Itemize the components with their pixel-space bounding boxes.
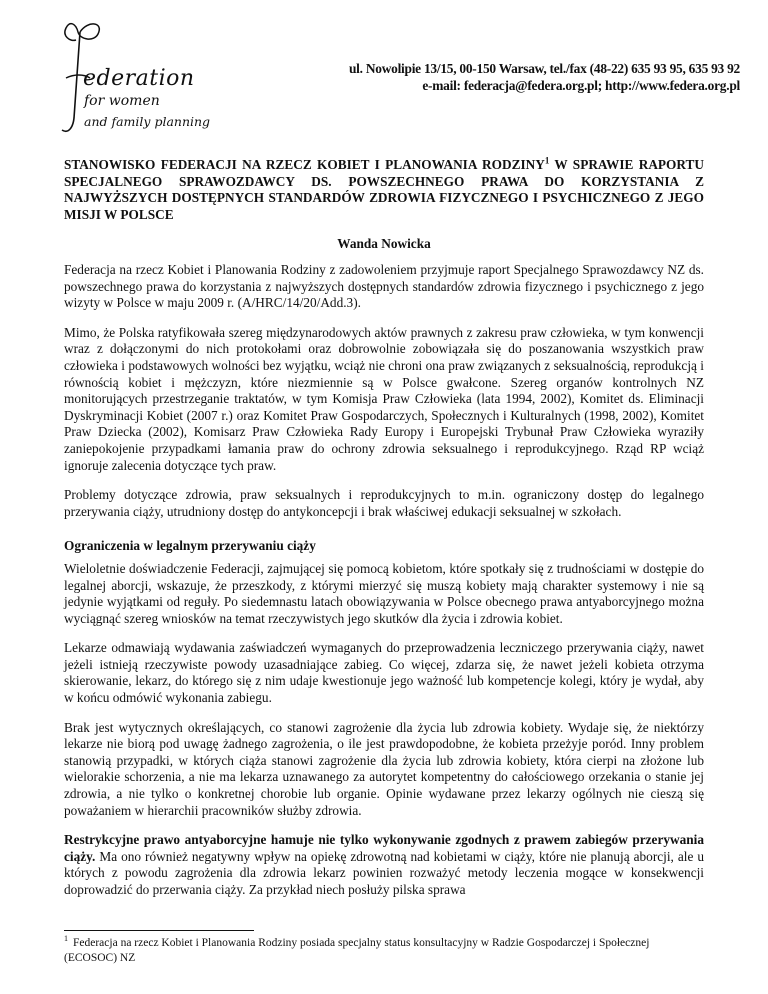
paragraph-doctors-refuse: Lekarze odmawiają wydawania zaświadczeń wymaganych do przeprowadzenia leczniczego przerywania ciąży, nawet jeżeli istnieją rzeczywiste powody uzasadniające zabieg. Co więcej, zdarza się, że nawet jeżeli kobieta otrzyma skierowanie, lekarz, do którego się z nim udaje kwestionuje jego ważność lub kompetencje kolegi, który je wydał, aby w końcu odmówić wykonania zabiegu.	[64, 640, 704, 706]
paragraph-lead-bold: Restrykcyjne prawo antyaborcyjne hamuje nie tylko wykonywanie zgodnych z prawem zabiegów przerywania ciąży.	[64, 832, 704, 864]
paragraph-guidelines: Brak jest wytycznych określających, co stanowi zagrożenie dla życia lub zdrowia kobiety. Wydaje się, że niektórzy lekarze nie biorą pod uwagę żadnego zagrożenia, o ile jest prawdopodobne, że kobieta przeżyje poród. Inny problem stanowią przypadki, w których ciąża stanowi zagrożenie dla życia lub zdrowia kobiety, która cierpi na złożone lub wielorakie schorzenia, a nie ma lekarza uznawanego za autorytet kompetentny do całościowego orzekania o stanie jej zdrowia, a nie tylko o konkretnej chorobie lub organie. Opinie wydawane przez lekarzy ogólnych nie cieszą się poważaniem w hierarchii pracowników służby zdrowia.	[64, 719, 704, 818]
header-contact	[220, 60, 740, 94]
contact-email-web-line: e-mail: federacja@federa.org.pl; http://www.federa.org.pl	[422, 78, 740, 93]
paragraph-experience: Wieloletnie doświadczenie Federacji, zajmującej się pomocą kobietom, które spotkały się z trudnościami w dostępie do legalnej aborcji, wskazuje, że przeszkody, z którymi mierzyć się muszą kobiety mają charakter systemowy i nie są jedynie wyjątkami od reguły. Po siedemnastu latach obowiązywania w Polsce obecnego prawa antyaborcyjnego można wyciągnąć szereg wniosków na temat rzeczywistych jego skutków dla życia i zdrowia kobiet.	[64, 560, 704, 626]
address-line: ul. Nowolipie 13/15, 00-150 Warsaw, tel./fax (48-22) 635 93 95, 635 93 92	[348, 61, 740, 76]
document-body	[64, 262, 704, 912]
footnote-text: Federacja na rzecz Kobiet i Planowania Rodziny posiada specjalny status konsultacyjny w Radzie Gospodarczej i Społecznej (ECOSOC) NZ	[64, 937, 650, 964]
footnote-divider	[64, 930, 254, 931]
section-heading: Ograniczenia w legalnym przerywaniu ciąży	[64, 538, 316, 554]
author-name: Wanda Nowicka	[337, 236, 431, 251]
paragraph-ratification: Mimo, że Polska ratyfikowała szereg międzynarodowych aktów prawnych z zakresu praw człowieka, w tym konwencji wraz z dołączonymi do nich protokołami oraz dobrowolnie zobowiązała się do poszanowania wszystkich praw człowieka i podstawowych wolności bez wyjątku, wciąż nie chroni ona praw związanych z seksualnością, reprodukcją i równością kobiet i mężczyzn, które niezmiennie są w Polsce gwałcone. Szereg organów kontrolnych NZ monitorujących przestrzeganie traktatów, w tym Komisja Praw Człowieka (lata 1994, 2002), Komitet ds. Eliminacji Dyskryminacji Kobiet (2007 r.) oraz Komitet Praw Gospodarczych, Społecznych i Kulturalnych (1998, 2002), Komitet Praw Dziecka (2002), Komisarz Praw Człowieka Rady Europy i Europejski Trybunał Praw Człowieka wyraziły zaniepokojenie przypadkami łamania praw do ochrony zdrowia seksualnego i reprodukcyjnego. Rząd RP wciąż ignoruje zalecenia dotyczące tych praw.	[64, 324, 704, 473]
title-text-part2: W SPRAWIE RAPORTU SPECJALNEGO SPRAWOZDAWCY DS. POWSZECHNEGO PRAWA DO KORZYSTANIA Z NAJWYŻSZYCH DOSTĘPNYCH STANDARDÓW ZDROWIA FIZYCZNEGO I PSYCHICZNEGO Z JEGO MISJI W POLSCE	[64, 157, 704, 222]
logo-word-federation: ederation	[83, 66, 195, 91]
footnote-mark: 1	[64, 934, 68, 944]
logo-word-family-planning: and family planning	[84, 114, 211, 129]
document-title	[64, 157, 704, 223]
paragraph-restrictive-law	[64, 832, 704, 898]
logo-word-for-women: for women	[84, 93, 160, 109]
paragraph-intro: Federacja na rzecz Kobiet i Planowania Rodziny z zadowoleniem przyjmuje raport Specjalnego Sprawozdawcy NZ ds. powszechnego prawa do korzystania z najwyższych dostępnych standardów zdrowia fizycznego i psychicznego z jego wizyty w Polsce w maju 2009 r. (A/HRC/14/20/Add.3).	[64, 262, 704, 311]
title-footnote-mark: 1	[544, 155, 550, 166]
title-text-part1: STANOWISKO FEDERACJI NA RZECZ KOBIET I PLANOWANIA RODZINY	[64, 157, 545, 172]
paragraph-problems: Problemy dotyczące zdrowia, praw seksualnych i reprodukcyjnych to m.in. ograniczony dostęp do legalnego przerywania ciąży, utrudniony dostęp do antykoncepcji i brak właściwej edukacji seksualnej w szkołach.	[64, 487, 704, 519]
paragraph-rest: Ma ono również negatywny wpływ na opiekę zdrowotną nad kobietami w ciąży, które nie planują aborcji, ale u których z powodu zagrożenia dla zdrowia lekarz powinien rozważyć metody leczenia mogące w konsekwencji doprowadzić do przerwania ciąży. Za przykład niech posłuży pilska sprawa	[64, 848, 704, 897]
footnote	[64, 936, 684, 966]
